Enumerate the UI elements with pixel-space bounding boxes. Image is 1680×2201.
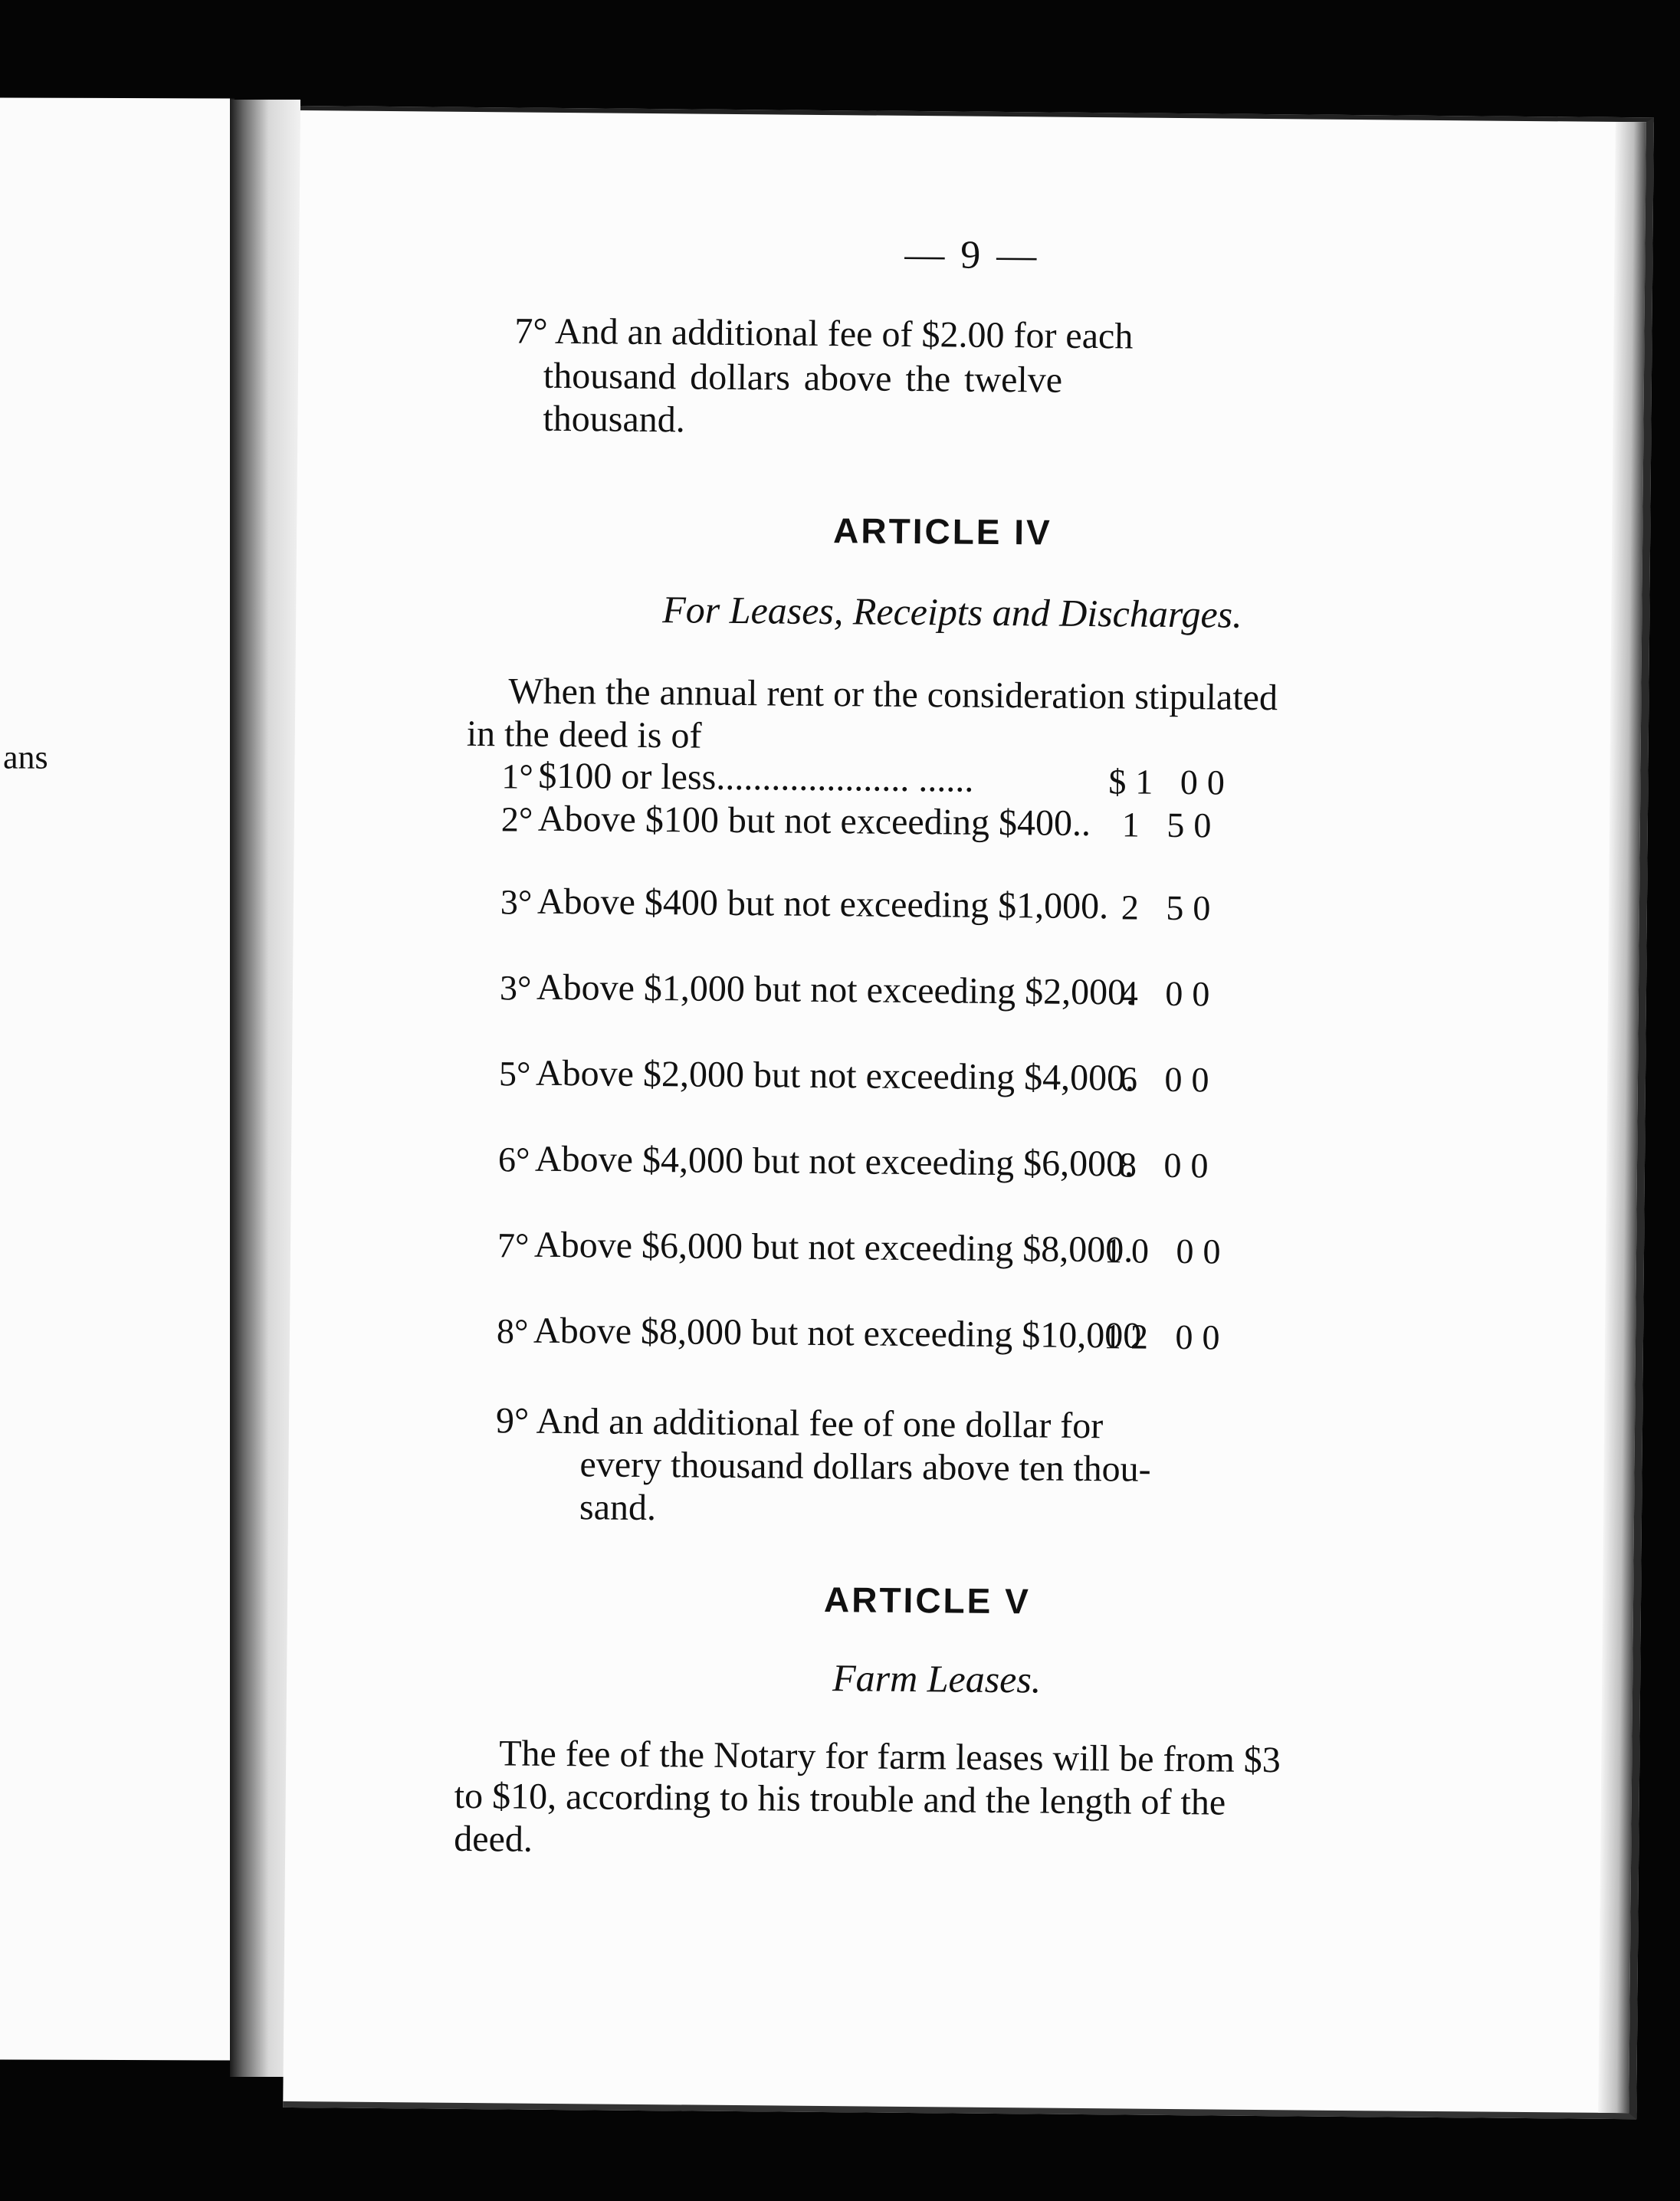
item-9-line-1: 9° And an additional fee of one dollar for bbox=[495, 1400, 1104, 1447]
fee-row-number: 3° bbox=[499, 968, 532, 1008]
fee-row-description: Above $1,000 but not exceeding $2,000. bbox=[536, 966, 1136, 1013]
item-9-line-2: every thousand dollars above ten thou- bbox=[579, 1444, 1151, 1490]
fee-row-description: Above $6,000 but not exceeding $8,000. bbox=[533, 1224, 1134, 1271]
fee-row-amount: 10 00 bbox=[1104, 1231, 1230, 1271]
article-v-body-line-2: to $10, according to his trouble and the length of the bbox=[454, 1775, 1226, 1823]
article-iv-intro-line-2: in the deed is of bbox=[466, 713, 702, 756]
fee-row-amount: 8 00 bbox=[1118, 1145, 1218, 1186]
book-page bbox=[283, 106, 1654, 2119]
fee-row-amount: 6 00 bbox=[1119, 1059, 1219, 1100]
fee-row-number: 6° bbox=[497, 1140, 530, 1179]
article-v-body-line-3: deed. bbox=[454, 1818, 533, 1860]
fee-row-description: $100 or less..................... ...... bbox=[538, 755, 974, 800]
page-number: — 9 — bbox=[904, 232, 1040, 278]
page-edge-shadow bbox=[1598, 122, 1646, 2113]
fee-row-description: Above $100 but not exceeding $400.. bbox=[537, 798, 1091, 845]
fee-row-number: 3° bbox=[500, 882, 533, 922]
item-7-line-1: 7° And an additional fee of $2.00 for each bbox=[514, 310, 1134, 357]
fee-row-amount: 4 00 bbox=[1120, 973, 1219, 1014]
article-v-subheading: Farm Leases. bbox=[832, 1656, 1042, 1701]
article-iv-intro-line-1: When the annual rent or the consideration stipulated bbox=[508, 671, 1278, 719]
item-7-line-3: thousand. bbox=[543, 398, 686, 441]
fee-row-amount: 2 50 bbox=[1121, 887, 1220, 928]
fee-row-description: Above $2,000 but not exceeding $4,000. bbox=[535, 1052, 1135, 1099]
item-9-line-3: sand. bbox=[579, 1487, 657, 1529]
fee-row-number: 1° bbox=[501, 756, 534, 796]
fee-row-description: Above $4,000 but not exceeding $6,000. bbox=[534, 1138, 1134, 1185]
fee-row-amount: 12 00 bbox=[1103, 1317, 1229, 1357]
article-iv-heading: ARTICLE IV bbox=[832, 510, 1052, 553]
fee-row-number: 7° bbox=[497, 1225, 530, 1265]
article-v-heading: ARTICLE V bbox=[823, 1579, 1032, 1622]
fee-row-number: 5° bbox=[498, 1054, 531, 1094]
fee-row-description: Above $400 but not exceeding $1,000. bbox=[536, 881, 1109, 927]
article-iv-subheading: For Leases, Receipts and Discharges. bbox=[662, 588, 1242, 636]
fee-row-number: 8° bbox=[496, 1311, 529, 1351]
fee-row-number: 2° bbox=[500, 799, 533, 839]
item-7-line-2: thousand dollars above the twelve bbox=[543, 355, 1063, 401]
article-v-body-line-1: The fee of the Notary for farm leases will be from $3 bbox=[499, 1733, 1281, 1781]
fee-row-amount: $1 00 bbox=[1108, 762, 1235, 802]
fee-row-description: Above $8,000 but not exceeding $10,000 bbox=[533, 1310, 1142, 1356]
previous-page bbox=[0, 97, 235, 2060]
previous-page-text-fragment: ans bbox=[3, 738, 48, 776]
fee-row-amount: 1 50 bbox=[1121, 805, 1221, 845]
